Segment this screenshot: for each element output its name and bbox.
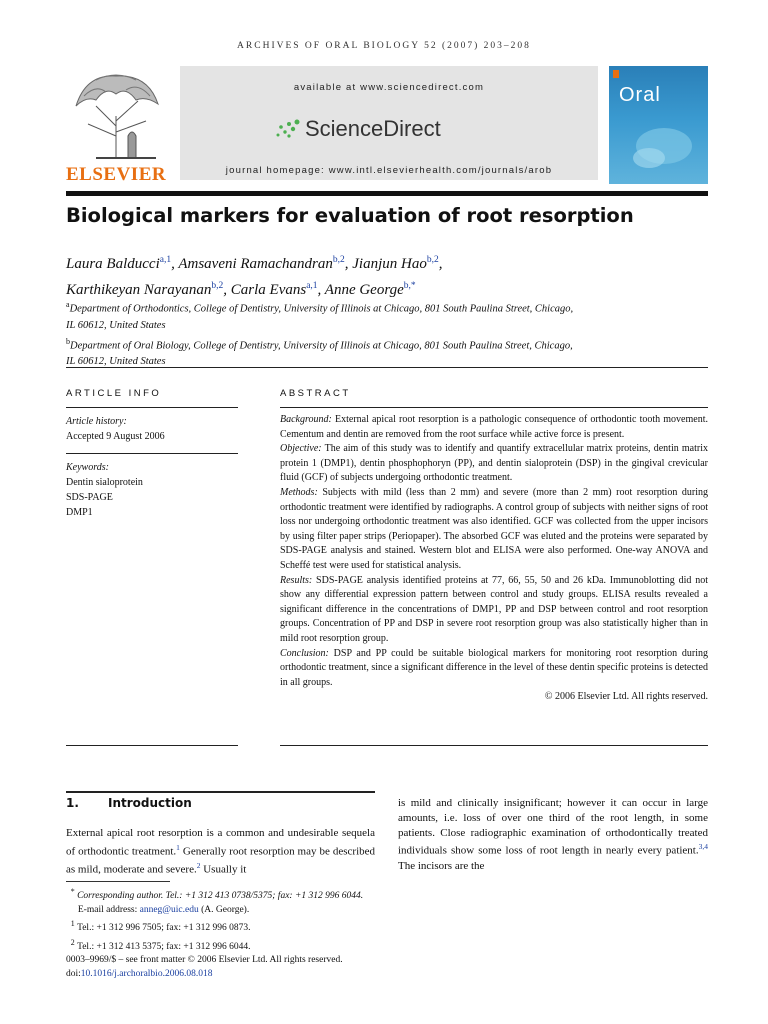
abstract-label: ABSTRACT [280,388,351,399]
citation-link[interactable]: 3,4 [698,842,708,852]
cover-title: Oral [619,84,661,106]
affiliation: $^b$Department of Oral Biology, College of Dentistry, University of Illinois at Chicago, 801 South Paulina Street, Chicago, IL 60612, United States [66,336,573,367]
sciencedirect-banner [180,66,598,180]
keywords-rule [66,453,238,454]
keywords: Keywords: Dentin sialoprotein SDS-PAGE DMP1 [66,460,238,520]
email-link[interactable]: anneg@uic.edu [139,904,199,915]
keyword: Dentin sialoprotein [66,477,143,488]
abstract-section: Background: External apical root resorption is a pathologic consequence of orthodontic tooth movement. Cementum and dentin are removed from the root surface while active force is present. [280,414,708,440]
author[interactable]: Laura Balducci$^{a,1}$ [66,255,172,272]
abstract-section: Objective: The aim of this study was to identify and quantify extracellular matrix proteins, dentin matrix protein 1 (DMP1), dentin phosphophoryn (PP), and dentin sialoprotein (DSP) in the gingival crevicular fluid (GCF) of subjects undergoing orthodontic treatment. [280,443,708,484]
affiliation: $^a$Department of Orthodontics, College of Dentistry, University of Illinois at Chicago, 801 South Paulina Street, Chicago, IL 60612, United States [66,300,574,331]
footnotes [66,885,486,981]
keyword: SDS-PAGE [66,492,113,503]
article-title: Biological markers for evaluation of root resorption [66,204,634,227]
citation-link[interactable]: 1 [176,842,180,852]
cover-artwork-icon [609,66,708,184]
footnote-corresponding: * Corresponding author. Tel.: +1 312 413 0738/5375; fax: +1 312 996 6044. [70,887,364,902]
footnote-1: $^1$ Tel.: +1 312 996 7505; fax: +1 312 996 0873. [70,919,251,934]
section-heading-introduction: 1. Introduction [66,796,192,810]
citation-link[interactable]: 2 [196,861,201,871]
abstract-body [280,413,708,705]
journal-cover-thumbnail [609,66,708,184]
journal-homepage: journal homepage: www.intl.elsevierhealth.com/journals/arob [225,165,553,176]
intro-right-column: is mild and clinically insignificant; however it can occur in large amounts, i.e. loss of over one third of the root length, in some patients. Close radiographic examination of orthodontically treated individuals show some loss of root length in nearly every patient.$^{3,4}$ The incisors are the [398,797,708,872]
abstract-copyright: © 2006 Elsevier Ltd. All rights reserved. [544,691,708,703]
elsevier-tree-icon [66,66,166,162]
abstract-bottom-rule [280,745,708,746]
intro-rule [66,791,375,793]
author[interactable]: Amsaveni Ramachandran$^{b,2}$ [178,255,345,272]
footnote-email: E-mail address: anneg@uic.edu (A. George). [77,904,250,915]
article-history: Article history: Accepted 9 August 2006 [66,416,165,442]
journal-header [66,66,708,190]
article-info-label: ARTICLE INFO [66,388,162,399]
abstract-section: Conclusion: DSP and PP could be suitable biological markers for monitoring root resorption during orthodontic treatment, since a significant difference in the level of these dentin specific proteins is detected in all groups. [280,647,708,688]
section-rule [66,367,708,368]
abstract-section: Results: SDS-PAGE analysis identified proteins at 77, 66, 55, 50 and 26 kDa. Immunoblotting did not show any differential expression pattern between control and study groups. ELISA results revealed a significant difference in the concentrations of DMP1, PP and DSP between control and root resorption groups. Concentration of PP and DSP in severe root resorption group was also statistically higher than in mild root resorption group. [280,574,709,644]
publisher-name: ELSEVIER [66,164,167,185]
affiliations [66,297,708,370]
footnote-rule [66,881,170,882]
author[interactable]: Jianjun Hao$^{b,2}$ [352,255,439,272]
abstract-section: Methods: Subjects with mild (less than 2 mm) and severe (more than 2 mm) root resorption during orthodontic treatment were identified by radiographs. A control group of subjects with neither signs of root loss nor undergoing orthodontic treatment was also identified. GCF was collected from the upper incisors by using filter paper strips (Periopaper). The absorbed GCF was eluted and the proteins were separated by SDS-PAGE analysis and stained. Western blot and ELISA were also performed. One-way ANOVA and Scheffé test were used for statistical analysis. [280,486,709,571]
elsevier-logo [66,66,178,186]
sciencedirect-logo: ScienceDirect [305,116,441,141]
sciencedirect-dots-icon [275,118,303,140]
running-head: ARCHIVES OF ORAL BIOLOGY 52 (2007) 203–208 [237,41,531,51]
available-at: available at www.sciencedirect.com [293,82,485,93]
author-list: Laura Balducci$^{a,1}$, Amsaveni Ramachandran$^{b,2}$, Jianjun Hao$^{b,2}$, Karthikeyan Narayanan$^{b,2}$, Carla Evans$^{a,1}$, Anne George$^{b,*}$ [66,255,443,298]
doi-line: doi:10.1016/j.archoralbio.2006.08.018 [66,968,213,979]
author[interactable]: Anne George$^{b,*}$ [324,281,416,298]
header-rule [66,191,708,196]
left-col-bottom-rule [66,745,238,746]
abstract-rule [280,407,708,408]
intro-left-column: External apical root resorption is a common and undesirable sequela of orthodontic treatment.$^1$ Generally root resorption may be described as mild, moderate and severe.$^2$ Usually it [66,827,376,876]
doi-link[interactable]: 10.1016/j.archoralbio.2006.08.018 [80,968,213,979]
keyword: DMP1 [66,507,93,518]
author[interactable]: Karthikeyan Narayanan$^{b,2}$ [66,281,224,298]
footnote-2: $^2$ Tel.: +1 312 413 5375; fax: +1 312 996 6044. [70,937,251,952]
article-info-rule [66,407,238,408]
author[interactable]: Carla Evans$^{a,1}$ [230,281,318,298]
issn-line: 0003–9969/$ – see front matter © 2006 Elsevier Ltd. All rights reserved. [66,955,343,966]
